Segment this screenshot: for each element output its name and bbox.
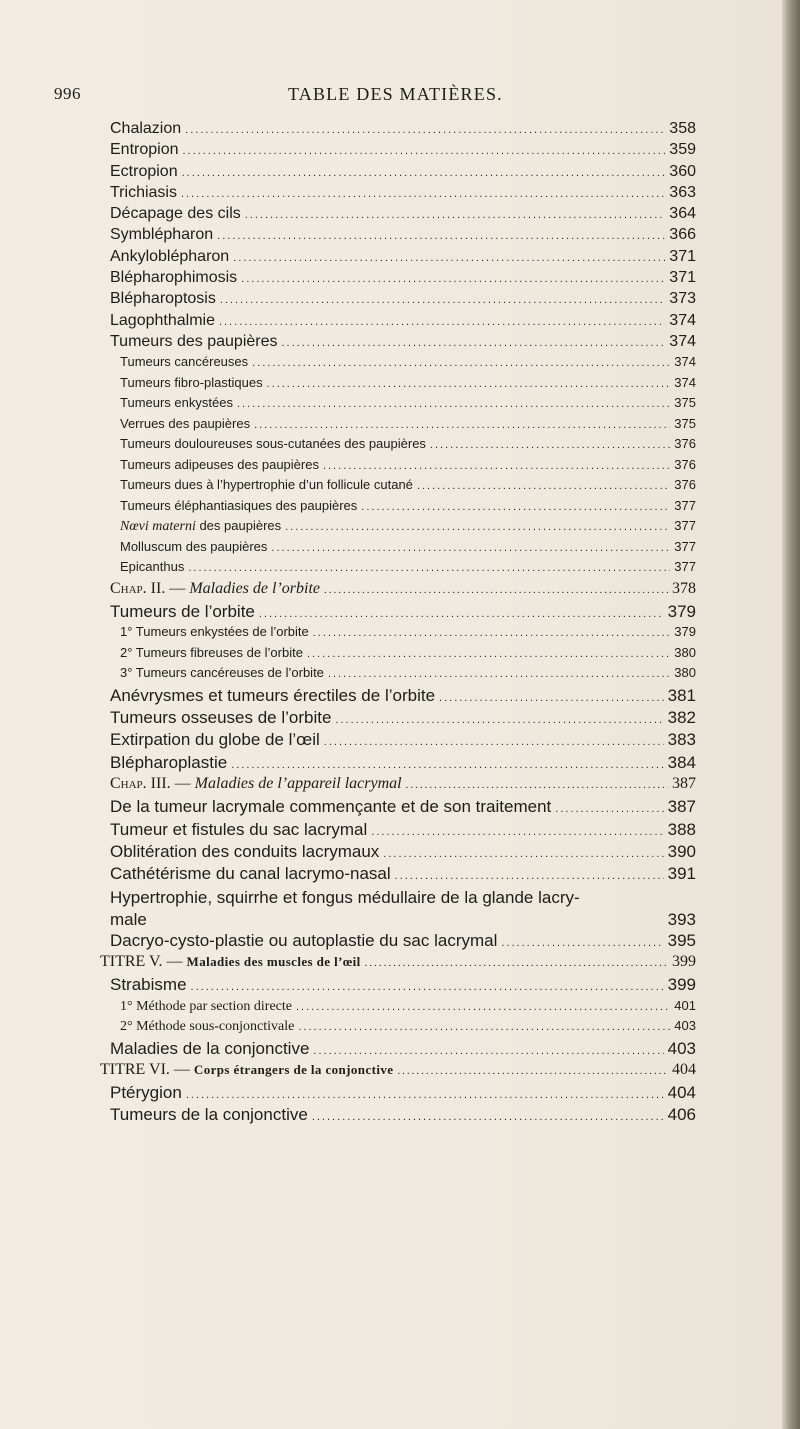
page-ref: 404 [672,1060,696,1078]
page-ref: 387 [667,797,696,817]
page-ref: 403 [674,1018,696,1034]
page-ref: 374 [674,354,696,370]
page-ref: 377 [674,559,696,575]
page-ref: 377 [674,497,696,513]
table-of-contents [100,120,696,1128]
page-header [54,84,714,108]
page-ref: 390 [667,842,696,861]
page-ref: 382 [667,708,696,728]
toc-entry: Ankyloblépharon ..... 371 [110,248,696,269]
toc-entry: Dacryo-cysto-plastie ou autoplastie du sac lacrymal ..... 395 [110,931,696,953]
toc-subentry: Tumeurs fibro-plastiques ..... 374 [110,375,696,396]
page-ref: 376 [674,436,696,452]
toc-entry: Blépharophimosis ..... 371 [110,269,696,290]
running-title: TABLE DES MATIÈRES. [288,84,503,104]
toc-subentry: Nœvi materni des paupières ..... 377 [110,518,696,539]
page-ref: 375 [674,395,696,411]
toc-entry: Strabisme ..... 399 [110,975,696,997]
page-ref: 388 [667,819,696,839]
toc-subentry: Tumeurs dues à l’hypertrophie d’un follicule cutané ..... 376 [110,477,696,498]
page-ref: 380 [674,665,696,681]
toc-entry-wrapped: Hypertrophie, squirrhe et fongus médullaire de la glande lacry- male 393 [110,887,696,929]
toc-entry: Extirpation du globe de l’œil ..... 383 [110,730,696,752]
page-ref: 374 [674,374,696,390]
page-ref: 387 [672,775,696,793]
toc-subentry: 1° Tumeurs enkystées de l’orbite ..... 379 [110,624,696,645]
toc-entry: Anévrysmes et tumeurs érectiles de l’orbite ..... 381 [110,686,696,708]
toc-entry: Décapage des cils ..... 364 [110,205,696,226]
page-ref: 376 [674,456,696,472]
toc-entry: De la tumeur lacrymale commençante et de son traitement ..... 387 [110,797,696,819]
page-ref: 373 [669,290,696,308]
page-ref: 359 [669,141,696,159]
toc-subentry: 2° Tumeurs fibreuses de l’orbite ..... 380 [110,645,696,666]
page-ref: 371 [669,269,696,287]
page-ref: 401 [674,997,696,1013]
toc-entry: Tumeur et fistules du sac lacrymal ..... 388 [110,820,696,842]
toc-subentry: Epicanthus ..... 377 [110,559,696,580]
toc-entry: Tumeurs de la conjonctive ..... 406 [110,1105,696,1127]
toc-entry: Tumeurs de l’orbite ..... 379 [110,602,696,624]
page-ref: 406 [667,1105,696,1125]
toc-entry: Blépharoptosis ..... 373 [110,290,696,311]
page-ref: 366 [669,226,696,244]
page-ref: 383 [667,730,696,750]
toc-entry: Entropion ..... 359 [110,141,696,162]
page-ref: 404 [667,1082,696,1102]
page-ref: 377 [674,538,696,554]
page-ref: 393 [667,909,696,929]
toc-entry: Ectropion ..... 360 [110,163,696,184]
toc-subentry: Tumeurs éléphantiasiques des paupières ..... 377 [110,498,696,519]
toc-entry: Lagophthalmie ..... 374 [110,312,696,333]
page-ref: 363 [669,183,696,201]
page-ref: 378 [672,579,696,597]
toc-subentry: Molluscum des paupières ..... 377 [110,539,696,560]
page-ref: 380 [674,644,696,660]
page-ref: 377 [674,518,696,534]
toc-subentry: 1° Méthode par section directe ..... 401 [110,998,696,1019]
page-ref: 381 [667,685,696,705]
toc-entry: Cathétérisme du canal lacrymo-nasal ..... 391 [110,864,696,886]
page-ref: 358 [669,120,696,137]
toc-entry: Oblitération des conduits lacrymaux ..... 390 [110,842,696,864]
toc-entry: Tumeurs osseuses de l’orbite ..... 382 [110,708,696,730]
toc-entry: Tumeurs des paupières ..... 374 [110,333,696,354]
toc-entry: Maladies de la conjonctive ..... 403 [110,1039,696,1061]
toc-entry: Trichiasis ..... 363 [110,184,696,205]
titre-heading: TITRE V. — Maladies des muscles de l’œil ..... 399 [100,953,696,975]
page-ref: 399 [672,953,696,971]
page-ref: 360 [669,162,696,180]
page-number: 996 [54,84,81,103]
toc-entry: Chalazion ..... 358 [110,120,696,141]
page-ref: 376 [674,477,696,493]
toc-subentry: Tumeurs douloureuses sous-cutanées des paupières ..... 376 [110,436,696,457]
page-ref: 374 [669,332,696,350]
chapter-heading: Chap. II. — Maladies de l’orbite ..... 378 [110,580,696,602]
page-ref: 391 [667,864,696,884]
toc-subentry: 3° Tumeurs cancéreuses de l’orbite ..... 380 [110,665,696,686]
toc-subentry: Tumeurs enkystées ..... 375 [110,395,696,416]
page-ref: 364 [669,205,696,223]
page-ref: 399 [667,975,696,995]
page-ref: 379 [674,624,696,640]
toc-entry: Symblépharon ..... 366 [110,226,696,247]
toc-subentry: 2° Méthode sous-conjonctivale ..... 403 [110,1018,696,1039]
page-ref: 371 [669,247,696,265]
page-ref: 384 [667,752,696,772]
titre-heading: TITRE VI. — Corps étrangers de la conjonctive ..... 404 [100,1061,696,1083]
toc-subentry: Verrues des paupières ..... 375 [110,416,696,437]
page-ref: 379 [667,601,696,621]
toc-subentry: Tumeurs adipeuses des paupières ..... 376 [110,457,696,478]
book-binding-edge [782,0,800,1429]
page-ref: 395 [667,930,696,950]
toc-entry: Ptérygion ..... 404 [110,1083,696,1105]
page-ref: 375 [674,415,696,431]
chapter-heading: Chap. III. — Maladies de l’appareil lacrymal ..... 387 [110,775,696,797]
toc-subentry: Tumeurs cancéreuses ..... 374 [110,354,696,375]
page-ref: 403 [667,1038,696,1058]
toc-entry: Blépharoplastie ..... 384 [110,753,696,775]
page-ref: 374 [669,311,696,329]
